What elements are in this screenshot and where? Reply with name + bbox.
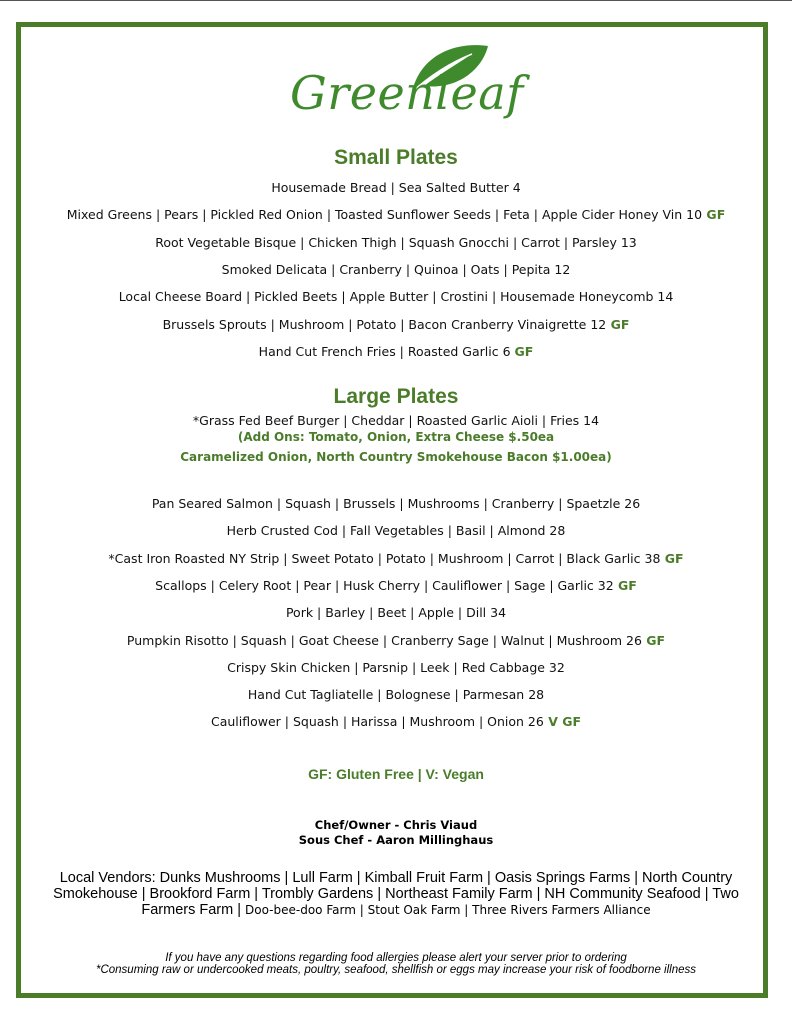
item-text: Pork | Barley | Beet | Apple | Dill 34	[285, 605, 507, 621]
vendors-main: Local Vendors: Dunks Mushrooms | Lull Farm | Kimball Fruit Farm | Oasis Springs Farms | North Country Smokehouse | Brookford Farm | Trombly Gardens | Northeast Family Farm | NH Community Seafood | Two Farmers Farm |	[53, 870, 739, 918]
large-plate-item	[0, 633, 792, 648]
item-text: Local Cheese Board | Pickled Beets | Apple Butter | Crostini | Housemade Honeycomb 14	[118, 289, 674, 305]
large-plate-item	[0, 605, 792, 620]
burger-addons-line2: Caramelized Onion, North Country Smokehouse Bacon $1.00ea)	[180, 450, 612, 464]
large-plate-item	[0, 551, 792, 566]
large-plate-item	[0, 660, 792, 675]
item-text: Pan Seared Salmon | Squash | Brussels | Mushrooms | Cranberry | Spaetzle 26	[151, 496, 641, 511]
item-text: Herb Crusted Cod | Fall Vegetables | Basil | Almond 28	[226, 523, 566, 539]
large-plate-item	[0, 714, 792, 729]
greenleaf-logo	[282, 40, 524, 140]
item-text: Cauliflower | Squash | Harissa | Mushroom | Onion 26	[210, 714, 544, 730]
allergy-notice: If you have any questions regarding food allergies please alert your server prior to ordering	[165, 952, 627, 964]
diet-tag: GF	[606, 316, 630, 332]
diet-tag: GF	[660, 550, 684, 566]
diet-legend: GF: Gluten Free | V: Vegan	[308, 766, 484, 782]
large-plate-item	[0, 496, 792, 511]
local-vendors	[50, 870, 742, 918]
item-text: Scallops | Celery Root | Pear | Husk Cherry | Cauliflower | Sage | Garlic 32	[155, 577, 614, 593]
vendors-tail: Doo-bee-doo Farm | Stout Oak Farm | Three Rivers Farmers Alliance	[245, 903, 651, 917]
large-plates-title: Large Plates	[333, 385, 459, 408]
item-text: Pumpkin Risotto | Squash | Goat Cheese | Cranberry Sage | Walnut | Mushroom 26	[126, 632, 642, 648]
small-plate-item	[0, 180, 792, 195]
item-text: Hand Cut French Fries | Roasted Garlic 6	[258, 343, 515, 359]
small-plate-item	[0, 207, 792, 222]
item-text: Root Vegetable Bisque | Chicken Thigh | Squash Gnocchi | Carrot | Parsley 13	[155, 234, 637, 250]
diet-tag: GF	[613, 577, 637, 593]
small-plate-item	[0, 289, 792, 304]
small-plate-item	[0, 344, 792, 359]
raw-food-warning: *Consuming raw or undercooked meats, poultry, seafood, shellfish or eggs may increase your risk of foodborne illness	[95, 964, 696, 976]
item-text: *Cast Iron Roasted NY Strip | Sweet Potato | Potato | Mushroom | Carrot | Black Garlic 38	[108, 550, 661, 566]
sous-chef: Sous Chef - Aaron Millinghaus	[298, 833, 494, 847]
top-rule	[0, 0, 792, 1]
burger-item: *Grass Fed Beef Burger | Cheddar | Roasted Garlic Aioli | Fries 14	[192, 413, 600, 428]
diet-tag: GF	[641, 632, 666, 648]
item-text: Smoked Delicata | Cranberry | Quinoa | Oats | Pepita 12	[221, 261, 571, 277]
large-plate-item	[0, 687, 792, 702]
item-text: Brussels Sprouts | Mushroom | Potato | Bacon Cranberry Vinaigrette 12	[162, 316, 607, 332]
diet-tag: GF	[514, 343, 534, 359]
diet-tag: GF	[702, 207, 726, 223]
chef-owner: Chef/Owner - Chris Viaud	[314, 818, 478, 832]
small-plate-item	[0, 317, 792, 332]
small-plate-item	[0, 262, 792, 277]
large-plate-item	[0, 523, 792, 538]
item-text: Hand Cut Tagliatelle | Bolognese | Parmesan 28	[247, 687, 545, 703]
item-text: Housemade Bread | Sea Salted Butter 4	[271, 180, 521, 195]
logo-wordmark: Greenleaf	[290, 66, 524, 120]
large-plate-item	[0, 578, 792, 593]
item-text: Crispy Skin Chicken | Parsnip | Leek | Red Cabbage 32	[227, 659, 565, 675]
small-plates-title: Small Plates	[334, 146, 458, 169]
burger-addons-line1: (Add Ons: Tomato, Onion, Extra Cheese $.50ea	[237, 430, 555, 444]
small-plate-item	[0, 235, 792, 250]
diet-tag: V GF	[543, 714, 582, 730]
item-text: Mixed Greens | Pears | Pickled Red Onion | Toasted Sunflower Seeds | Feta | Apple Cider Honey Vin 10	[66, 207, 703, 223]
